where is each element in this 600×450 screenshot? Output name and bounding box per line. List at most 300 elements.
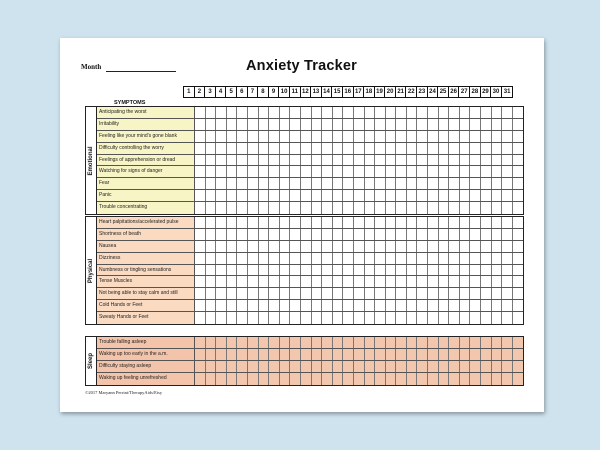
- tracker-cell[interactable]: [343, 131, 354, 142]
- tracker-cell[interactable]: [333, 107, 344, 118]
- tracker-cell[interactable]: [343, 265, 354, 276]
- tracker-cell[interactable]: [502, 178, 513, 189]
- tracker-cell[interactable]: [322, 253, 333, 264]
- tracker-cell[interactable]: [248, 312, 259, 324]
- tracker-cell[interactable]: [502, 312, 513, 324]
- tracker-cell[interactable]: [216, 190, 227, 201]
- tracker-cell[interactable]: [470, 190, 481, 201]
- tracker-cell[interactable]: [312, 276, 323, 287]
- tracker-cell[interactable]: [248, 241, 259, 252]
- tracker-cell[interactable]: [417, 166, 428, 177]
- tracker-cell[interactable]: [322, 166, 333, 177]
- tracker-cell[interactable]: [375, 300, 386, 311]
- tracker-cell[interactable]: [269, 337, 280, 348]
- tracker-cell[interactable]: [333, 131, 344, 142]
- tracker-cell[interactable]: [280, 288, 291, 299]
- tracker-cell[interactable]: [513, 276, 524, 287]
- tracker-cell[interactable]: [312, 265, 323, 276]
- tracker-cell[interactable]: [290, 155, 301, 166]
- tracker-cell[interactable]: [439, 143, 450, 154]
- tracker-cell[interactable]: [333, 276, 344, 287]
- tracker-cell[interactable]: [269, 300, 280, 311]
- tracker-cell[interactable]: [492, 265, 503, 276]
- tracker-cell[interactable]: [407, 107, 418, 118]
- tracker-cell[interactable]: [333, 300, 344, 311]
- tracker-cell[interactable]: [227, 373, 238, 385]
- tracker-cell[interactable]: [343, 276, 354, 287]
- tracker-cell[interactable]: [449, 143, 460, 154]
- tracker-cell[interactable]: [417, 312, 428, 324]
- tracker-cell[interactable]: [248, 190, 259, 201]
- tracker-cell[interactable]: [439, 107, 450, 118]
- tracker-cell[interactable]: [206, 276, 217, 287]
- tracker-cell[interactable]: [449, 241, 460, 252]
- tracker-cell[interactable]: [449, 373, 460, 385]
- tracker-cell[interactable]: [449, 288, 460, 299]
- tracker-cell[interactable]: [407, 131, 418, 142]
- tracker-cell[interactable]: [206, 288, 217, 299]
- tracker-cell[interactable]: [365, 373, 376, 385]
- tracker-cell[interactable]: [386, 253, 397, 264]
- tracker-cell[interactable]: [492, 217, 503, 228]
- tracker-cell[interactable]: [386, 337, 397, 348]
- tracker-cell[interactable]: [248, 229, 259, 240]
- tracker-cell[interactable]: [428, 190, 439, 201]
- tracker-cell[interactable]: [333, 312, 344, 324]
- tracker-cell[interactable]: [417, 300, 428, 311]
- tracker-cell[interactable]: [365, 131, 376, 142]
- tracker-cell[interactable]: [428, 349, 439, 360]
- tracker-cell[interactable]: [248, 178, 259, 189]
- tracker-cell[interactable]: [248, 276, 259, 287]
- tracker-cell[interactable]: [343, 155, 354, 166]
- tracker-cell[interactable]: [481, 373, 492, 385]
- tracker-cell[interactable]: [206, 107, 217, 118]
- tracker-cell[interactable]: [280, 253, 291, 264]
- tracker-cell[interactable]: [502, 276, 513, 287]
- tracker-cell[interactable]: [312, 202, 323, 214]
- tracker-cell[interactable]: [195, 312, 206, 324]
- tracker-cell[interactable]: [492, 229, 503, 240]
- tracker-cell[interactable]: [343, 300, 354, 311]
- tracker-cell[interactable]: [417, 373, 428, 385]
- tracker-cell[interactable]: [386, 178, 397, 189]
- tracker-cell[interactable]: [470, 241, 481, 252]
- tracker-cell[interactable]: [386, 312, 397, 324]
- tracker-cell[interactable]: [375, 217, 386, 228]
- tracker-cell[interactable]: [322, 190, 333, 201]
- tracker-cell[interactable]: [290, 217, 301, 228]
- tracker-cell[interactable]: [248, 265, 259, 276]
- tracker-cell[interactable]: [322, 217, 333, 228]
- tracker-cell[interactable]: [354, 361, 365, 372]
- tracker-cell[interactable]: [322, 276, 333, 287]
- tracker-cell[interactable]: [237, 119, 248, 130]
- tracker-cell[interactable]: [195, 166, 206, 177]
- tracker-cell[interactable]: [322, 131, 333, 142]
- tracker-cell[interactable]: [259, 373, 270, 385]
- tracker-cell[interactable]: [206, 190, 217, 201]
- tracker-cell[interactable]: [290, 166, 301, 177]
- tracker-cell[interactable]: [237, 229, 248, 240]
- tracker-cell[interactable]: [312, 361, 323, 372]
- tracker-cell[interactable]: [227, 337, 238, 348]
- tracker-cell[interactable]: [248, 337, 259, 348]
- tracker-cell[interactable]: [269, 265, 280, 276]
- tracker-cell[interactable]: [312, 143, 323, 154]
- tracker-cell[interactable]: [386, 241, 397, 252]
- tracker-cell[interactable]: [407, 166, 418, 177]
- tracker-cell[interactable]: [513, 229, 524, 240]
- tracker-cell[interactable]: [513, 265, 524, 276]
- tracker-cell[interactable]: [481, 143, 492, 154]
- tracker-cell[interactable]: [322, 178, 333, 189]
- tracker-cell[interactable]: [396, 119, 407, 130]
- tracker-cell[interactable]: [333, 143, 344, 154]
- tracker-cell[interactable]: [343, 337, 354, 348]
- tracker-cell[interactable]: [248, 202, 259, 214]
- tracker-cell[interactable]: [417, 190, 428, 201]
- tracker-cell[interactable]: [365, 217, 376, 228]
- tracker-cell[interactable]: [417, 337, 428, 348]
- tracker-cell[interactable]: [428, 241, 439, 252]
- tracker-cell[interactable]: [259, 276, 270, 287]
- tracker-cell[interactable]: [216, 241, 227, 252]
- tracker-cell[interactable]: [312, 131, 323, 142]
- tracker-cell[interactable]: [206, 131, 217, 142]
- tracker-cell[interactable]: [237, 143, 248, 154]
- tracker-cell[interactable]: [227, 131, 238, 142]
- tracker-cell[interactable]: [354, 373, 365, 385]
- tracker-cell[interactable]: [439, 300, 450, 311]
- tracker-cell[interactable]: [449, 119, 460, 130]
- tracker-cell[interactable]: [333, 155, 344, 166]
- tracker-cell[interactable]: [227, 166, 238, 177]
- tracker-cell[interactable]: [470, 107, 481, 118]
- tracker-cell[interactable]: [470, 253, 481, 264]
- tracker-cell[interactable]: [470, 300, 481, 311]
- tracker-cell[interactable]: [492, 155, 503, 166]
- tracker-cell[interactable]: [206, 119, 217, 130]
- tracker-cell[interactable]: [227, 217, 238, 228]
- tracker-cell[interactable]: [301, 202, 312, 214]
- tracker-cell[interactable]: [259, 178, 270, 189]
- tracker-cell[interactable]: [206, 202, 217, 214]
- tracker-cell[interactable]: [417, 361, 428, 372]
- tracker-cell[interactable]: [417, 143, 428, 154]
- tracker-cell[interactable]: [322, 373, 333, 385]
- tracker-cell[interactable]: [492, 143, 503, 154]
- tracker-cell[interactable]: [343, 349, 354, 360]
- tracker-cell[interactable]: [290, 107, 301, 118]
- tracker-cell[interactable]: [449, 361, 460, 372]
- tracker-cell[interactable]: [481, 119, 492, 130]
- tracker-cell[interactable]: [280, 178, 291, 189]
- tracker-cell[interactable]: [439, 202, 450, 214]
- tracker-cell[interactable]: [237, 300, 248, 311]
- tracker-cell[interactable]: [428, 300, 439, 311]
- tracker-cell[interactable]: [269, 119, 280, 130]
- tracker-cell[interactable]: [237, 217, 248, 228]
- tracker-cell[interactable]: [195, 253, 206, 264]
- tracker-cell[interactable]: [216, 349, 227, 360]
- tracker-cell[interactable]: [513, 119, 524, 130]
- tracker-cell[interactable]: [269, 361, 280, 372]
- tracker-cell[interactable]: [460, 276, 471, 287]
- tracker-cell[interactable]: [322, 241, 333, 252]
- tracker-cell[interactable]: [280, 361, 291, 372]
- tracker-cell[interactable]: [470, 276, 481, 287]
- tracker-cell[interactable]: [470, 166, 481, 177]
- tracker-cell[interactable]: [365, 166, 376, 177]
- tracker-cell[interactable]: [439, 241, 450, 252]
- tracker-cell[interactable]: [492, 276, 503, 287]
- tracker-cell[interactable]: [449, 155, 460, 166]
- tracker-cell[interactable]: [216, 155, 227, 166]
- tracker-cell[interactable]: [195, 178, 206, 189]
- tracker-cell[interactable]: [492, 337, 503, 348]
- tracker-cell[interactable]: [280, 312, 291, 324]
- tracker-cell[interactable]: [216, 143, 227, 154]
- tracker-cell[interactable]: [502, 241, 513, 252]
- tracker-cell[interactable]: [417, 241, 428, 252]
- tracker-cell[interactable]: [216, 202, 227, 214]
- tracker-cell[interactable]: [470, 337, 481, 348]
- tracker-cell[interactable]: [227, 276, 238, 287]
- tracker-cell[interactable]: [227, 300, 238, 311]
- tracker-cell[interactable]: [343, 143, 354, 154]
- tracker-cell[interactable]: [343, 166, 354, 177]
- tracker-cell[interactable]: [396, 276, 407, 287]
- tracker-cell[interactable]: [333, 361, 344, 372]
- tracker-cell[interactable]: [248, 349, 259, 360]
- tracker-cell[interactable]: [513, 143, 524, 154]
- tracker-cell[interactable]: [248, 361, 259, 372]
- tracker-cell[interactable]: [460, 107, 471, 118]
- tracker-cell[interactable]: [195, 155, 206, 166]
- tracker-cell[interactable]: [502, 349, 513, 360]
- tracker-cell[interactable]: [502, 361, 513, 372]
- tracker-cell[interactable]: [386, 217, 397, 228]
- tracker-cell[interactable]: [396, 337, 407, 348]
- tracker-cell[interactable]: [460, 337, 471, 348]
- tracker-cell[interactable]: [439, 276, 450, 287]
- tracker-cell[interactable]: [407, 373, 418, 385]
- tracker-cell[interactable]: [449, 300, 460, 311]
- tracker-cell[interactable]: [428, 119, 439, 130]
- tracker-cell[interactable]: [322, 300, 333, 311]
- tracker-cell[interactable]: [280, 155, 291, 166]
- tracker-cell[interactable]: [460, 300, 471, 311]
- tracker-cell[interactable]: [290, 202, 301, 214]
- tracker-cell[interactable]: [470, 312, 481, 324]
- tracker-cell[interactable]: [216, 119, 227, 130]
- tracker-cell[interactable]: [407, 312, 418, 324]
- tracker-cell[interactable]: [195, 265, 206, 276]
- tracker-cell[interactable]: [333, 229, 344, 240]
- tracker-cell[interactable]: [396, 300, 407, 311]
- tracker-cell[interactable]: [216, 288, 227, 299]
- tracker-cell[interactable]: [301, 155, 312, 166]
- tracker-cell[interactable]: [322, 349, 333, 360]
- tracker-cell[interactable]: [333, 217, 344, 228]
- tracker-cell[interactable]: [227, 349, 238, 360]
- tracker-cell[interactable]: [449, 217, 460, 228]
- tracker-cell[interactable]: [354, 349, 365, 360]
- tracker-cell[interactable]: [343, 361, 354, 372]
- tracker-cell[interactable]: [237, 166, 248, 177]
- tracker-cell[interactable]: [439, 119, 450, 130]
- tracker-cell[interactable]: [407, 190, 418, 201]
- tracker-cell[interactable]: [237, 178, 248, 189]
- tracker-cell[interactable]: [216, 361, 227, 372]
- tracker-cell[interactable]: [502, 202, 513, 214]
- tracker-cell[interactable]: [481, 178, 492, 189]
- tracker-cell[interactable]: [375, 241, 386, 252]
- tracker-cell[interactable]: [439, 131, 450, 142]
- tracker-cell[interactable]: [259, 361, 270, 372]
- tracker-cell[interactable]: [237, 202, 248, 214]
- tracker-cell[interactable]: [470, 131, 481, 142]
- tracker-cell[interactable]: [333, 190, 344, 201]
- tracker-cell[interactable]: [460, 143, 471, 154]
- tracker-cell[interactable]: [237, 241, 248, 252]
- tracker-cell[interactable]: [290, 178, 301, 189]
- tracker-cell[interactable]: [470, 119, 481, 130]
- tracker-cell[interactable]: [386, 229, 397, 240]
- tracker-cell[interactable]: [375, 265, 386, 276]
- tracker-cell[interactable]: [343, 241, 354, 252]
- tracker-cell[interactable]: [460, 288, 471, 299]
- tracker-cell[interactable]: [301, 276, 312, 287]
- tracker-cell[interactable]: [206, 300, 217, 311]
- tracker-cell[interactable]: [407, 229, 418, 240]
- tracker-cell[interactable]: [365, 337, 376, 348]
- tracker-cell[interactable]: [248, 131, 259, 142]
- tracker-cell[interactable]: [290, 288, 301, 299]
- tracker-cell[interactable]: [460, 241, 471, 252]
- tracker-cell[interactable]: [227, 143, 238, 154]
- tracker-cell[interactable]: [470, 202, 481, 214]
- tracker-cell[interactable]: [312, 229, 323, 240]
- tracker-cell[interactable]: [502, 143, 513, 154]
- tracker-cell[interactable]: [354, 119, 365, 130]
- tracker-cell[interactable]: [290, 143, 301, 154]
- tracker-cell[interactable]: [206, 217, 217, 228]
- tracker-cell[interactable]: [407, 337, 418, 348]
- tracker-cell[interactable]: [248, 107, 259, 118]
- tracker-cell[interactable]: [460, 119, 471, 130]
- tracker-cell[interactable]: [449, 265, 460, 276]
- tracker-cell[interactable]: [237, 190, 248, 201]
- tracker-cell[interactable]: [428, 178, 439, 189]
- tracker-cell[interactable]: [396, 253, 407, 264]
- tracker-cell[interactable]: [269, 107, 280, 118]
- tracker-cell[interactable]: [407, 265, 418, 276]
- tracker-cell[interactable]: [354, 202, 365, 214]
- tracker-cell[interactable]: [333, 265, 344, 276]
- tracker-cell[interactable]: [439, 229, 450, 240]
- tracker-cell[interactable]: [396, 178, 407, 189]
- tracker-cell[interactable]: [386, 166, 397, 177]
- tracker-cell[interactable]: [237, 349, 248, 360]
- tracker-cell[interactable]: [280, 265, 291, 276]
- tracker-cell[interactable]: [312, 373, 323, 385]
- tracker-cell[interactable]: [481, 312, 492, 324]
- tracker-cell[interactable]: [417, 178, 428, 189]
- tracker-cell[interactable]: [492, 178, 503, 189]
- tracker-cell[interactable]: [280, 276, 291, 287]
- tracker-cell[interactable]: [343, 107, 354, 118]
- tracker-cell[interactable]: [301, 312, 312, 324]
- tracker-cell[interactable]: [375, 202, 386, 214]
- tracker-cell[interactable]: [375, 337, 386, 348]
- tracker-cell[interactable]: [237, 288, 248, 299]
- tracker-cell[interactable]: [195, 229, 206, 240]
- tracker-cell[interactable]: [248, 119, 259, 130]
- tracker-cell[interactable]: [460, 312, 471, 324]
- tracker-cell[interactable]: [449, 276, 460, 287]
- tracker-cell[interactable]: [206, 166, 217, 177]
- tracker-cell[interactable]: [481, 361, 492, 372]
- tracker-cell[interactable]: [280, 119, 291, 130]
- tracker-cell[interactable]: [513, 166, 524, 177]
- tracker-cell[interactable]: [301, 178, 312, 189]
- tracker-cell[interactable]: [312, 349, 323, 360]
- tracker-cell[interactable]: [513, 202, 524, 214]
- tracker-cell[interactable]: [481, 349, 492, 360]
- tracker-cell[interactable]: [259, 190, 270, 201]
- tracker-cell[interactable]: [216, 312, 227, 324]
- tracker-cell[interactable]: [470, 217, 481, 228]
- tracker-cell[interactable]: [301, 349, 312, 360]
- tracker-cell[interactable]: [280, 241, 291, 252]
- tracker-cell[interactable]: [386, 155, 397, 166]
- tracker-cell[interactable]: [259, 312, 270, 324]
- tracker-cell[interactable]: [333, 349, 344, 360]
- tracker-cell[interactable]: [396, 190, 407, 201]
- tracker-cell[interactable]: [216, 229, 227, 240]
- tracker-cell[interactable]: [354, 131, 365, 142]
- tracker-cell[interactable]: [513, 337, 524, 348]
- tracker-cell[interactable]: [502, 119, 513, 130]
- tracker-cell[interactable]: [439, 337, 450, 348]
- tracker-cell[interactable]: [195, 300, 206, 311]
- tracker-cell[interactable]: [428, 265, 439, 276]
- tracker-cell[interactable]: [481, 300, 492, 311]
- tracker-cell[interactable]: [386, 373, 397, 385]
- tracker-cell[interactable]: [312, 178, 323, 189]
- tracker-cell[interactable]: [375, 312, 386, 324]
- tracker-cell[interactable]: [396, 107, 407, 118]
- tracker-cell[interactable]: [428, 202, 439, 214]
- tracker-cell[interactable]: [280, 300, 291, 311]
- tracker-cell[interactable]: [312, 241, 323, 252]
- tracker-cell[interactable]: [365, 265, 376, 276]
- tracker-cell[interactable]: [206, 178, 217, 189]
- tracker-cell[interactable]: [290, 253, 301, 264]
- tracker-cell[interactable]: [481, 229, 492, 240]
- tracker-cell[interactable]: [290, 373, 301, 385]
- tracker-cell[interactable]: [259, 253, 270, 264]
- tracker-cell[interactable]: [439, 253, 450, 264]
- tracker-cell[interactable]: [375, 107, 386, 118]
- tracker-cell[interactable]: [269, 155, 280, 166]
- tracker-cell[interactable]: [259, 229, 270, 240]
- tracker-cell[interactable]: [290, 300, 301, 311]
- tracker-cell[interactable]: [195, 217, 206, 228]
- tracker-cell[interactable]: [492, 119, 503, 130]
